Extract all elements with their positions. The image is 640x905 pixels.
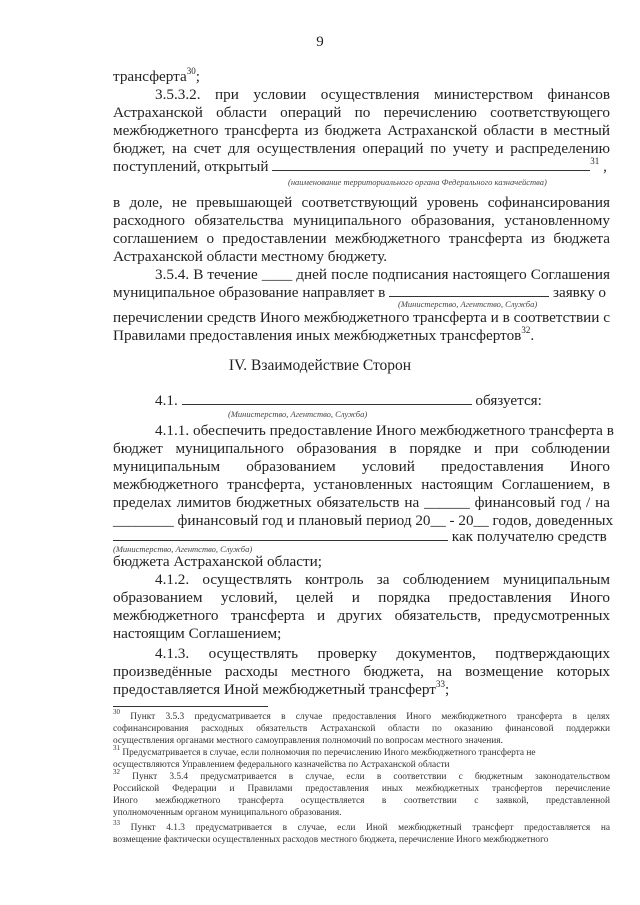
p41-label: 4.1. (155, 392, 178, 409)
p41-blank-line (182, 392, 472, 405)
paragraph-continuation (113, 65, 200, 86)
p411-caption: (Министерство, Агентство, Служба) (113, 544, 253, 554)
p354-line-2-end: заявку о (552, 284, 606, 301)
p411-line-5: пределах лимитов бюджетных обязательств на ______ финансовый год / на (113, 494, 610, 511)
p413-line-3 (113, 678, 450, 699)
p3532-line-2: Астраханской области операций по перечислению соответствующего (113, 104, 610, 121)
footnote-ref-32: 32 (521, 324, 531, 335)
p354-line-4 (113, 324, 535, 345)
footnote-31-number: 31 (113, 743, 120, 752)
footnote-32-line-3: Иного межбюджетного трансферта осуществляется в соответствии с заявкой, представленной (113, 796, 610, 806)
footnote-ref-30: 30 (186, 65, 196, 76)
p3532-line-3: межбюджетного трансферта из бюджета Астраханской области в местный (113, 122, 610, 139)
p411-line-3: муниципальным образованием условий предоставления Иного (113, 458, 610, 475)
p3532-line-1: 3.5.3.2. при условии осуществления министерством финансов (155, 86, 610, 103)
p411-line-1: 4.1.1. обеспечить предоставление Иного межбюджетного трансферта в (155, 422, 614, 439)
p412-line-2: образованием условий, целей и порядка предоставления Иного (113, 589, 610, 606)
p411-line-8: бюджета Астраханской области; (113, 553, 323, 570)
footnote-30-text-1: Пункт 3.5.3 предусматривается в случае предоставления Иного межбюджетного трансферта в целях (130, 712, 610, 722)
footnote-33-line-1 (113, 818, 610, 835)
footnote-32-line-1 (113, 767, 611, 784)
footnote-31-line-1 (113, 743, 536, 760)
page-number: 9 (316, 34, 324, 50)
footnote-32-line-4: уполномоченным органом муниципального образования. (113, 808, 342, 818)
p412-line-3: межбюджетного трансферта и других обязательств, предусмотренных (113, 607, 610, 624)
p413-line-2: произведённые расходы местного бюджета, на возмещение которых (113, 663, 610, 680)
p411-line-7-end: как получателю средств (451, 528, 607, 545)
p3532-line-5 (113, 155, 607, 176)
p3532-line-4: бюджет, на счет для осуществления операций по учету и распределению (113, 140, 610, 157)
footnote-30-line-2: софинансирования расходных обязательств Астраханской области по оказанию финансовой поддержки (113, 724, 610, 734)
p354-line-3: перечислении средств Иного межбюджетного трансферта и в соответствии с (113, 309, 610, 326)
p354-line-4-end: . (530, 327, 535, 344)
ministry-blank-line (389, 284, 549, 297)
p41-end: обязуется: (475, 392, 542, 409)
p413-line-3-text: предоставляется Иной межбюджетный трансферт (113, 681, 436, 698)
footnote-ref-31: 31 (590, 155, 600, 166)
p3532-line-9: Астраханской области местному бюджету. (113, 248, 388, 265)
treasury-blank-line (272, 158, 590, 171)
p413-line-1: 4.1.3. осуществлять проверку документов, подтверждающих (155, 645, 610, 662)
footnote-31-line-2: осуществляются Управлением федерального казначейства по Астраханской области (113, 760, 450, 770)
footnote-30-line-1 (113, 707, 610, 724)
footnote-32-number: 32 (113, 767, 120, 776)
section-heading: IV. Взаимодействие Сторон (228, 357, 412, 374)
p3532-line-8: соглашением о предоставлении межбюджетного трансферта из бюджета (113, 230, 610, 247)
footnote-33-text-1: Пункт 4.1.3 предусматривается в случае, если Иной межбюджетный трансферт предоставляется на (130, 823, 610, 833)
p411-line-6: ________ финансовый год и плановый период 20__ - 20__ годов, доведенных (113, 512, 614, 529)
footnote-30-line-3: осуществления органами местного самоуправления полномочий по вопросам местного значения. (113, 736, 503, 746)
continuation-tail: ; (195, 68, 200, 85)
p3532-line-5-text: поступлений, открытый (113, 158, 269, 175)
footnote-30-number: 30 (113, 707, 120, 716)
footnote-33-line-2: возмещение фактически осуществленных расходов местного бюджета, перечисление Иного межбюджетного (113, 835, 549, 845)
p3532-line-5-end: , (603, 158, 607, 175)
p412-line-1: 4.1.2. осуществлять контроль за соблюдением муниципальным (155, 571, 610, 588)
p354-line-1: 3.5.4. В течение ____ дней после подписания настоящего Соглашения (155, 266, 610, 283)
p354-line-2-text: муниципальное образование направляет в (113, 284, 386, 301)
footnote-31-text-1: Предусматривается в случае, если полномочия по перечислению Иного межбюджетного трансферта не (122, 748, 536, 758)
footnote-32-line-2: Российской Федерации и Правилами предоставления иных межбюджетных трансфертов перечисление (113, 784, 610, 794)
p413-line-3-end: ; (444, 681, 450, 698)
p411-line-2: бюджет муниципального образования в порядке и при соблюдении (113, 440, 610, 457)
p3532-line-7: расходного обязательства муниципального образования, установленному (113, 212, 610, 229)
footnote-separator (113, 706, 268, 707)
continuation-text: трансферта (113, 68, 187, 85)
p411-blank-line (113, 528, 448, 541)
footnote-33-number: 33 (113, 818, 120, 827)
ministry-caption: (Министерство, Агентство, Служба) (398, 299, 538, 309)
footnote-32-text-1: Пункт 3.5.4 предусматривается в случае, если в соответствии с бюджетным законодательством (132, 772, 611, 782)
p41-line (155, 392, 542, 410)
p412-line-4: настоящим Соглашением; (113, 625, 282, 642)
treasury-caption: (наименование территориального органа Федерального казначейства) (288, 177, 547, 187)
p354-line-4-text: Правилами предоставления иных межбюджетных трансфертов (113, 327, 522, 344)
footnote-ref-33: 33 (435, 678, 445, 689)
p3532-line-6: в доле, не превышающей соответствующий уровень софинансирования (113, 194, 610, 211)
p411-line-4: межбюджетного трансферта, установленных настоящим Соглашением, в (113, 476, 610, 493)
p41-caption: (Министерство, Агентство, Служба) (228, 409, 368, 419)
